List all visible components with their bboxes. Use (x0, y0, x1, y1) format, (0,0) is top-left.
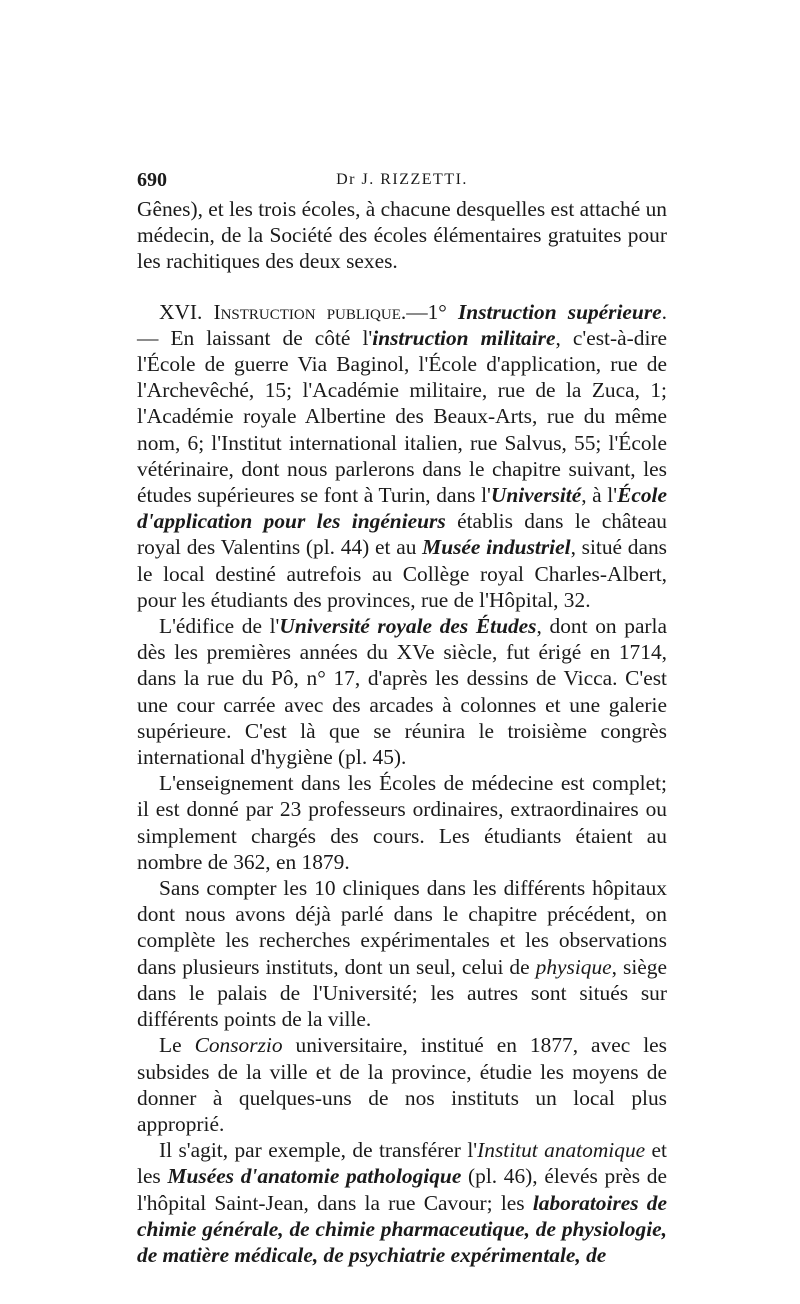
emphasis-run: Musées d'anatomie pathologique (167, 1164, 462, 1189)
body-text (137, 196, 667, 1268)
text-run: Sans compter les 10 cliniques dans les différents hôpitaux dont nous avons déjà parlé dans le chapitre précédent, on complète les recherches expérimentales et les observations dans plusieurs instituts, dont un seul, celui de (137, 876, 667, 979)
text-run: universitaire, institué en 1877, avec les subsides de la ville et de la province, étudie les moyens de donner à quelques-uns de nos instituts un local plus approprié. (137, 1033, 667, 1136)
emphasis-run: Consorzio (194, 1033, 283, 1058)
page-header (137, 169, 667, 197)
emphasis-run: École d'application pour les ingénieurs (137, 483, 667, 534)
text-run: et les (137, 1138, 667, 1189)
text-run: , c'est-à-dire l'École de guerre Via Baginol, l'École d'application, rue de l'Archevêché, 15; l'Académie militaire, rue de la Zuca, 1; l'Académie royale Albertine des Beaux-Arts, rue du même nom, 6; l'Institut international italien, rue Salvus, 55; l'École vétérinaire, dont nous parlerons dans le chapitre suivant, les études supérieures se font à Turin, dans l' (137, 325, 668, 508)
paragraph (137, 613, 667, 770)
text-run: . — En laissant de côté l' (137, 299, 667, 350)
section-heading-paragraph (137, 299, 667, 613)
paragraph (137, 196, 667, 275)
emphasis-run: Université royale des Études (279, 614, 537, 639)
emphasis-run: Université (490, 483, 582, 508)
emphasis-run: laboratoires de chimie générale, de chimie pharmaceutique, de physiologie, de matière médicale, de psychiatrie expérimentale, de (137, 1190, 667, 1267)
text-run: établis dans le château royal des Valentins (pl. 44) et au (137, 509, 668, 560)
text-run: Gênes), et les trois écoles, à chacune desquelles est attaché un médecin, de la Société des écoles élémentaires gratuites pour les rachitiques des deux sexes. (137, 197, 667, 274)
emphasis-run: Institut anatomique (477, 1138, 646, 1163)
paragraph (137, 770, 667, 875)
text-run: .—1° (400, 299, 458, 324)
text-run: Le (159, 1033, 195, 1058)
text-run: , à l' (581, 483, 618, 508)
text-run: XVI. (159, 299, 214, 324)
text-run: L'édifice de l' (159, 614, 280, 639)
text-run: Il s'agit, par exemple, de transférer l' (159, 1138, 478, 1163)
emphasis-run: Musée industriel (422, 535, 571, 560)
emphasis-run: physique (535, 954, 612, 979)
text-run: (pl. 46), élevés près de l'hôpital Saint-Jean, dans la rue Cavour; les (137, 1164, 667, 1215)
running-head: Dr J. RIZZETTI. (336, 171, 468, 188)
emphasis-run: instruction militaire (372, 325, 556, 350)
text-run: , situé dans le local destiné autrefois au Collège royal Charles-Albert, pour les étudiants des provinces, rue de l'Hôpital, 32. (137, 535, 668, 612)
paragraph (137, 1032, 667, 1137)
text-run: , siège dans le palais de l'Université; les autres sont situés sur différents points de la ville. (137, 954, 667, 1032)
text-run: L'enseignement dans les Écoles de médecine est complet; il est donné par 23 professeurs ordinaires, extraordinaires ou simplement chargés des cours. Les étudiants étaient au nombre de 362, en 1879. (137, 771, 667, 874)
emphasis-run: Instruction publique (213, 299, 401, 324)
paragraph (137, 1137, 667, 1268)
emphasis-run: Instruction supérieure (457, 299, 662, 324)
text-run: , dont on parla dès les premières années du XVe siècle, fut érigé en 1714, dans la rue du Pô, n° 17, d'après les dessins de Vicca. C'est une cour carrée avec des arcades à colonnes et une galerie supérieure. C'est là que se réunira le troisième congrès international d'hygiène (pl. 45). (137, 614, 667, 770)
paragraph (137, 875, 667, 1032)
page-number: 690 (137, 169, 167, 191)
